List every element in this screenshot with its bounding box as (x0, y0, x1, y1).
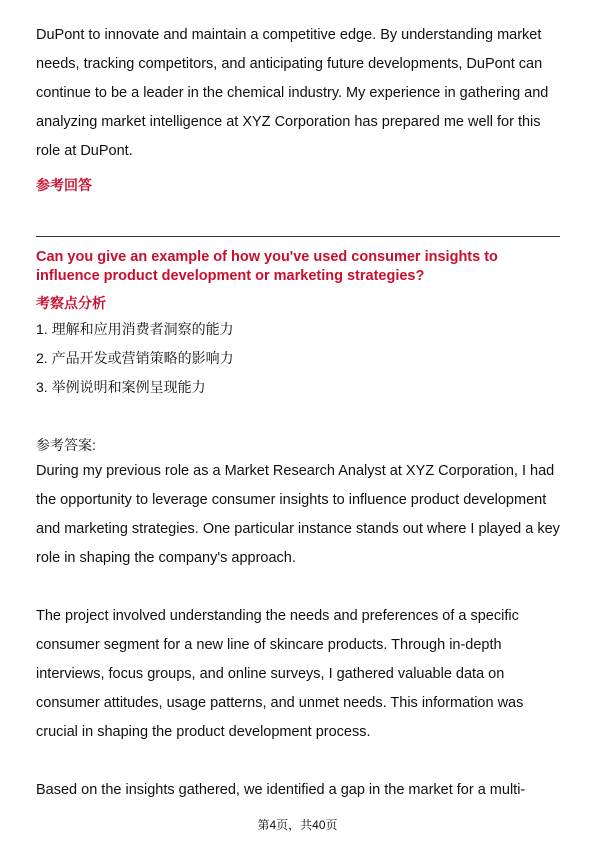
answer-paragraph-2: The project involved understanding the needs and preferences of a specific consumer segment for a new line of skincare products. Through in-depth interviews, focus groups, and online surveys, I gathered valuable data on consumer attitudes, usage patterns, and unmet needs. This information was crucial in shaping the product development process. (36, 608, 524, 740)
intro-paragraph: DuPont to innovate and maintain a competitive edge. By understanding market needs, tracking competitors, and anticipating future developments, DuPont can continue to be a leader in the chemical industry. My experience in gathering and analyzing market intelligence at XYZ Corporation has prepared me well for this role at DuPont. (36, 27, 549, 159)
answer-label: 参考答案: (36, 437, 96, 453)
answer-paragraph-1: During my previous role as a Market Research Analyst at XYZ Corporation, I had the opportunity to leverage consumer insights to influence product development and marketing strategies. One particular instance stands out where I played a key role in shaping the company's approach. (36, 463, 560, 566)
analysis-point: 1. 理解和应用消费者洞察的能力 (36, 321, 234, 337)
page-indicator: 第4页，共40页 (257, 818, 338, 832)
analysis-point: 2. 产品开发或营销策略的影响力 (36, 350, 234, 366)
question-text: Can you give an example of how you've used consumer insights to influence product development or marketing strategies? (36, 249, 498, 284)
reference-answer-label: 参考回答 (36, 177, 92, 193)
analysis-point: 3. 举例说明和案例呈现能力 (36, 379, 206, 395)
analysis-label: 考察点分析 (36, 295, 106, 311)
answer-paragraph-3: Based on the insights gathered, we identified a gap in the market for a multi- (36, 782, 526, 798)
section-divider (36, 236, 560, 237)
